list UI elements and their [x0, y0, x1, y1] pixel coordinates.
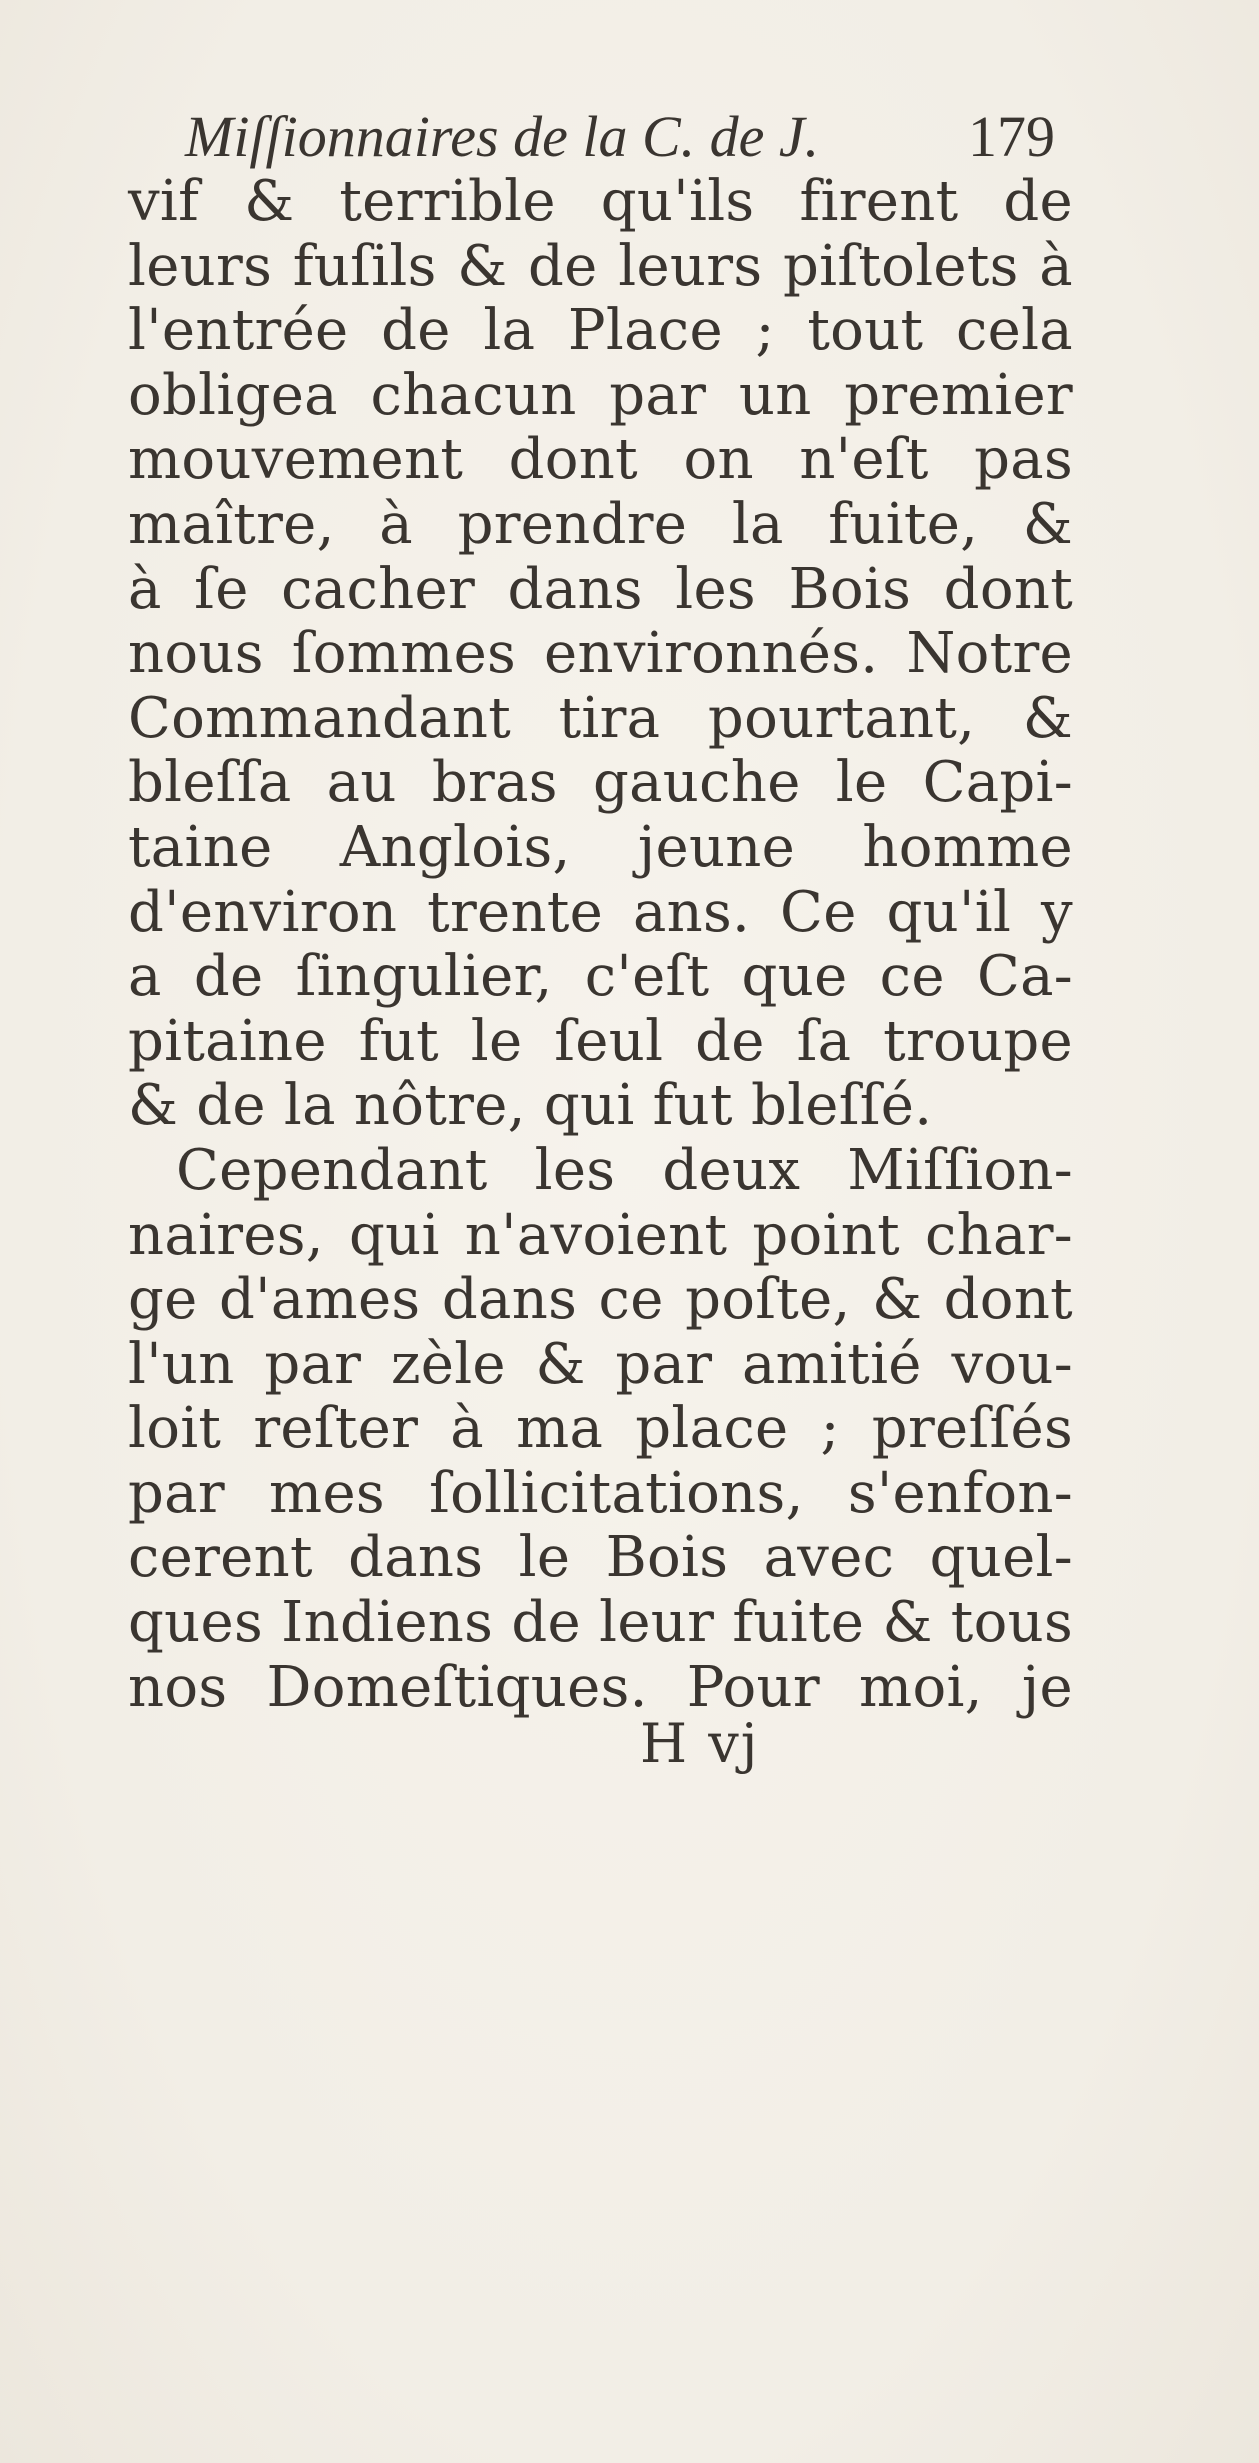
text-line: mouvement dont on n'eſt pas [128, 427, 1073, 493]
text-line: maître, à prendre la fuite, & [128, 491, 1073, 557]
text-line: obligea chacun par un premier [128, 362, 1073, 428]
text-line: l'un par zèle & par amitié vou- [128, 1331, 1073, 1397]
text-line: par mes ſollicitations, s'enfon- [128, 1460, 1073, 1526]
text-line: naires, qui n'avoient point char- [128, 1202, 1073, 1268]
text-line: ge d'ames dans ce poſte, & dont [128, 1267, 1073, 1333]
text-line: Commandant tira pourtant, & [128, 685, 1073, 751]
running-title: Miſſionnaires de la C. de J. [185, 104, 820, 169]
text-line: cerent dans le Bois avec quel- [128, 1525, 1073, 1591]
text-line: leurs fuſils & de leurs piſtolets à [128, 233, 1073, 299]
text-line: a de ſingulier, c'eſt que ce Ca- [128, 944, 1073, 1010]
text-line: nos Domeſtiques. Pour moi, je [128, 1654, 1073, 1720]
text-line: loit reſter à ma place ; preſſés [128, 1396, 1073, 1462]
text-line: & de la nôtre, qui fut bleſſé. [128, 1073, 933, 1139]
text-line: l'entrée de la Place ; tout cela [128, 298, 1073, 364]
page-header [185, 102, 1065, 172]
text-line: vif & terrible qu'ils firent de [128, 169, 1073, 234]
text-line: ques Indiens de leur fuite & tous [128, 1590, 1073, 1656]
body-text [128, 170, 1073, 1720]
signature-mark: H vj [640, 1712, 760, 1775]
text-line: taine Anglois, jeune homme [128, 814, 1073, 880]
text-line: Cependant les deux Miſſion- [176, 1137, 1073, 1203]
text-line: pitaine fut le ſeul de ſa troupe [128, 1008, 1073, 1074]
page-number: 179 [968, 104, 1055, 169]
text-line: à ſe cacher dans les Bois dont [128, 556, 1073, 622]
text-line: d'environ trente ans. Ce qu'il y [128, 879, 1073, 945]
text-line: nous ſommes environnés. Notre [128, 621, 1073, 687]
text-line: bleſſa au bras gauche le Capi- [128, 750, 1073, 816]
